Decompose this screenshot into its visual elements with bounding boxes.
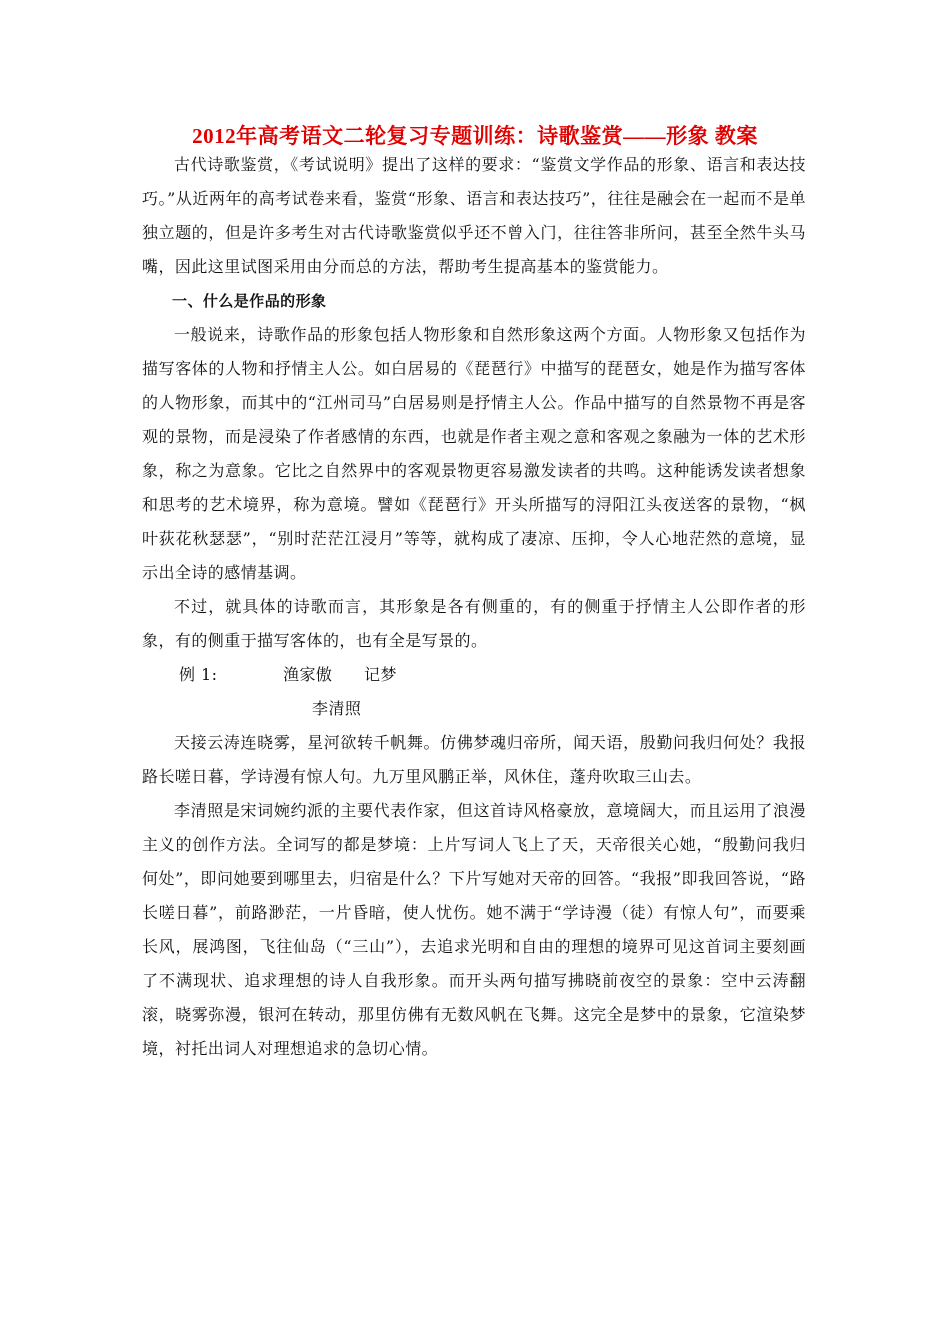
intro-paragraph: 古代诗歌鉴赏，《考试说明》提出了这样的要求：“鉴赏文学作品的形象、语言和表达技巧。”从近两年的高考试卷来看，鉴赏“形象、语言和表达技巧”，往往是融会在一起而不是单独立题的，但是许多考生对古代诗歌鉴赏似乎还不曾入门，往往答非所问，甚至全然牛头马嘴，因此这里试图采用由分而总的方法，帮助考生提高基本的鉴赏能力。 [142,155,806,276]
example-label: 例 1: [179,665,218,684]
example-header [142,658,806,692]
poem-text: 天接云涛连晓雾，星河欲转千帆舞。仿佛梦魂归帝所，闻天语，殷勤问我归何处？我报路长嗟日暮，学诗漫有惊人句。九万里风鹏正举，风休住，蓬舟吹取三山去。 [142,733,806,786]
document-title: 2012年高考语文二轮复习专题训练：诗歌鉴赏——形象 教案 [192,124,758,148]
section-heading: 一、什么是作品的形象 [172,292,327,310]
poem-subtitle: 记梦 [364,665,397,684]
analysis-paragraph: 李清照是宋词婉约派的主要代表作家，但这首诗风格豪放，意境阔大，而且运用了浪漫主义的创作方法。全词写的都是梦境：上片写词人飞上了天，天帝很关心她，“殷勤问我归何处”，即问她要到哪里去，归宿是什么？下片写她对天帝的回答。“我报”即我回答说，“路长嗟日暮”，前路渺茫，一片昏暗，使人忧伤。她不满于“学诗漫（徒）有惊人句”，而要乘长风，展鸿图，飞往仙岛（“三山”），去追求光明和自由的理想的境界可见这首词主要刻画了不满现状、追求理想的诗人自我形象。而开头两句描写拂晓前夜空的景象：空中云涛翻滚，晓雾弥漫，银河在转动，那里仿佛有无数风帆在飞舞。这完全是梦中的景象，它渲染梦境，衬托出词人对理想追求的急切心情。 [142,801,806,1058]
document-body [142,148,806,1066]
poem-tune-title: 渔家傲 [283,665,333,684]
paragraph-image-types: 一般说来，诗歌作品的形象包括人物形象和自然形象这两个方面。人物形象又包括作为描写客体的人物和抒情主人公。如白居易的《琵琶行》中描写的琵琶女，她是作为描写客体的人物形象，而其中的“江州司马”白居易则是抒情主人公。作品中描写的自然景物不再是客观的景物，而是浸染了作者感情的东西，也就是作者主观之意和客观之象融为一体的艺术形象，称之为意象。它比之自然界中的客观景物更容易激发读者的共鸣。这种能诱发读者想象和思考的艺术境界，称为意境。譬如《琵琶行》开头所描写的浔阳江头夜送客的景物，“枫叶荻花秋瑟瑟”，“别时茫茫江浸月”等等，就构成了凄凉、压抑，令人心地茫然的意境，显示出全诗的感情基调。 [142,325,806,582]
poem-author: 李清照 [312,699,362,718]
paragraph-emphasis: 不过，就具体的诗歌而言，其形象是各有侧重的，有的侧重于抒情主人公即作者的形象，有的侧重于描写客体的，也有全是写景的。 [142,597,806,650]
